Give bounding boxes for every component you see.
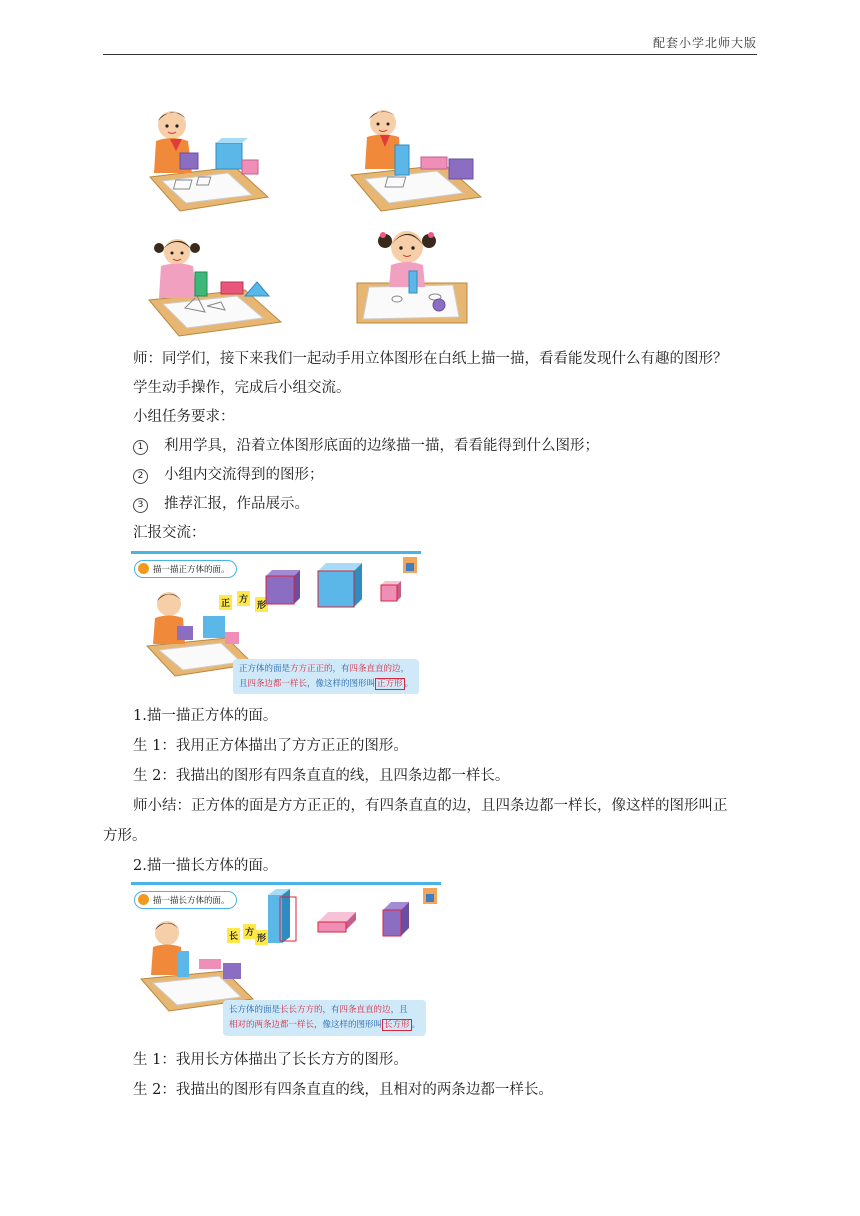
blue-cube-icon	[316, 561, 366, 611]
bubble-icon	[138, 894, 149, 905]
label-tag: 形	[255, 930, 268, 945]
teacher-line: 师：同学们，接下来我们一起动手用立体图形在白纸上描一描，看看能发现什么有趣的图形？	[133, 351, 728, 367]
illustration-boy-cuboids-small	[137, 917, 255, 1013]
illustration-boy-cubes-2	[345, 105, 485, 215]
summary-highlight: 长长方方的	[280, 1005, 323, 1015]
illustration-boy-cubes-1	[140, 105, 270, 215]
summary-text: 。	[411, 1020, 421, 1030]
bubble-text: 描一描长方体的面。	[153, 896, 230, 906]
label-tag: 方	[243, 924, 256, 939]
corner-figure-icon	[421, 886, 439, 906]
illustration-girl-cylinder	[355, 225, 470, 335]
panel-bubble	[134, 891, 237, 909]
report-title: 汇报交流：	[133, 525, 206, 541]
student-answer: 生 1：我用长方体描出了长长方方的图形。	[133, 1052, 408, 1068]
summary-text: 长方体的面是	[229, 1005, 281, 1015]
summary-highlight: 四条直直的边	[339, 1005, 391, 1015]
summary-text: 且	[239, 679, 248, 689]
square-panel	[131, 551, 421, 694]
summary-text: ，有	[332, 664, 350, 674]
purple-cuboid-icon	[381, 900, 413, 940]
task-number: 2	[133, 469, 148, 484]
tall-blue-cuboid-icon	[266, 887, 300, 945]
summary-term: 正方形	[377, 679, 403, 689]
label-tag: 正	[219, 595, 232, 610]
task-number: 3	[133, 498, 148, 513]
rectangle-panel	[131, 882, 441, 1038]
label-tag: 长	[227, 928, 240, 943]
teacher-summary-line: 师小结：正方体的面是方方正正的，有四条直直的边，且四条边都一样长，像这样的图形叫正	[133, 798, 728, 814]
header-rule	[103, 54, 757, 55]
label-tag: 形	[255, 597, 268, 612]
task-text: 利用学具，沿着立体图形底面的边缘描一描，看看能得到什么图形；	[164, 438, 599, 454]
corner-figure-icon	[401, 555, 419, 575]
panel-bubble	[134, 560, 237, 578]
summary-text: ，有	[322, 1005, 340, 1015]
task-item	[133, 494, 309, 514]
flat-pink-cuboid-icon	[316, 908, 358, 936]
student-answer: 生 1：我用正方体描出了方方正正的图形。	[133, 738, 408, 754]
summary-highlight: 四条直直的边	[349, 664, 401, 674]
bubble-icon	[138, 563, 149, 574]
task-text: 推荐汇报，作品展示。	[164, 496, 309, 512]
summary-highlight: 相对的两条边都一样长	[229, 1020, 315, 1030]
student-line: 学生动手操作，完成后小组交流。	[133, 380, 351, 396]
panel-top-bar	[131, 551, 421, 554]
rectangle-summary	[223, 1000, 426, 1036]
pink-cube-icon	[379, 579, 403, 603]
illustration-girl-shapes	[145, 232, 285, 340]
summary-term: 长方形	[384, 1020, 410, 1030]
purple-cube-icon	[264, 568, 304, 608]
task-item	[133, 465, 324, 485]
task-text: 小组内交流得到的图形；	[164, 467, 324, 483]
student-answer: 生 2：我描出的图形有四条直直的线，且四条边都一样长。	[133, 768, 510, 784]
bubble-text: 描一描正方体的面。	[153, 565, 230, 575]
summary-text: 。	[404, 679, 414, 689]
task-title: 小组任务要求：	[133, 409, 235, 425]
square-summary	[233, 659, 419, 694]
summary-text: 正方体的面是	[239, 664, 291, 674]
summary-text: ，	[400, 664, 410, 674]
section-heading: 2.描一描长方体的面。	[133, 858, 278, 874]
header-title: 配套小学北师大版	[652, 36, 757, 50]
summary-highlight: 方方正正的	[290, 664, 333, 674]
task-number: 1	[133, 440, 148, 455]
panel-top-bar	[131, 882, 441, 885]
summary-text: ，像这样的图形叫	[307, 679, 376, 689]
summary-text: ，像这样的图形叫	[314, 1020, 383, 1030]
teacher-summary-line: 方形。	[103, 828, 147, 844]
label-tag: 方	[237, 591, 250, 606]
section-heading: 1.描一描正方体的面。	[133, 708, 278, 724]
summary-highlight: 四条边都一样长	[247, 679, 308, 689]
student-answer: 生 2：我描出的图形有四条直直的线，且相对的两条边都一样长。	[133, 1082, 553, 1098]
summary-text: ，且	[390, 1005, 408, 1015]
task-item	[133, 436, 599, 456]
